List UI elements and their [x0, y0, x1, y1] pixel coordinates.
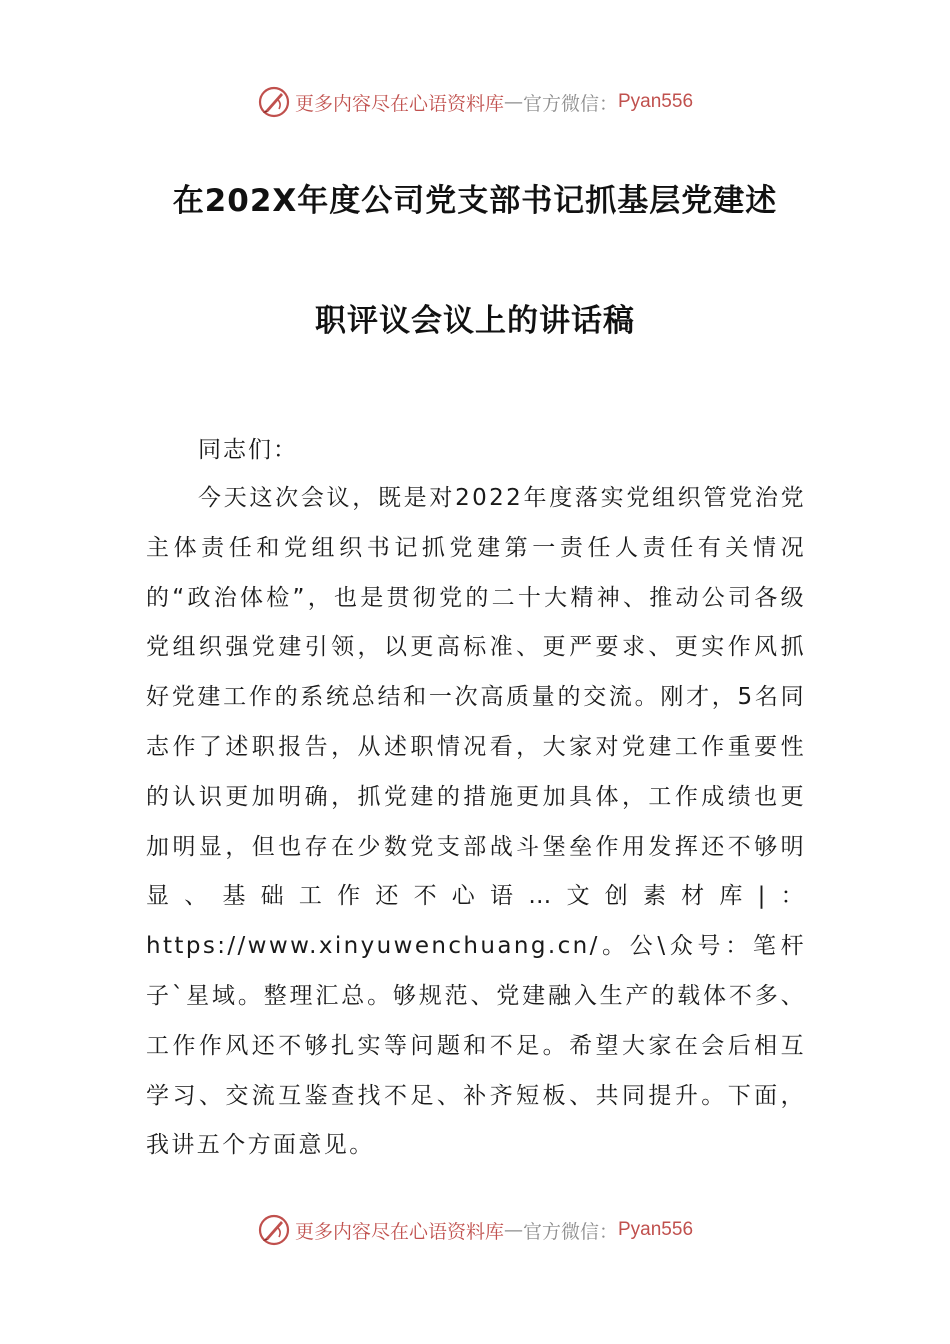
document-title-line-2: 职评议会议上的讲话稿 [315, 303, 635, 339]
banner-label: 官方微信： [522, 92, 618, 115]
banner-label: 官方微信： [522, 1220, 618, 1243]
body-paragraph: 今天这次会议，既是对2022年度落实党组织管党治党主体责任和党组织书记抓党建第一责任人责任有关情况的“政治体检”，也是贯彻党的二十大精神、推动公司各级党组织强党建引领，以更高标准、更严要求、更实作风抓好党建工作的系统总结和一次高质量的交流。刚才，5名同志作了述职报告，从述职情况看，大家对党建工作重要性的认识更加明确，抓党建的措施更加具体，工作成绩也更加明显，但也存在少数党支部战斗堡垒作用发挥还不够明显、基础工作还不心语…文创素材库|：https://www.xinyuwenchuang.cn/。公\众号：笔杆子`星域。整理汇总。够规范、党建融入生产的载体不多、工作作风还不够扎实等问题和不足。希望大家在会后相互学习、交流互鉴查找不足、补齐短板、共同提升。下面，我讲五个方面意见。 [146, 485, 806, 1159]
banner-dash: — [503, 91, 523, 113]
banner-main-text: 更多内容尽在心语资料库 [294, 92, 504, 115]
banner-main-text: 更多内容尽在心语资料库 [294, 1220, 504, 1243]
document-title-line-1: 在202X年度公司党支部书记抓基层党建述 [172, 183, 778, 219]
quill-logo-icon [257, 1213, 291, 1247]
salutation: 同志们： [198, 437, 298, 463]
banner-wechat-id: Pyan556 [618, 91, 694, 112]
header-banner [0, 82, 950, 122]
quill-logo-icon [257, 85, 291, 119]
banner-dash: — [503, 1219, 523, 1241]
footer-banner [0, 1210, 950, 1250]
banner-wechat-id: Pyan556 [618, 1219, 694, 1240]
